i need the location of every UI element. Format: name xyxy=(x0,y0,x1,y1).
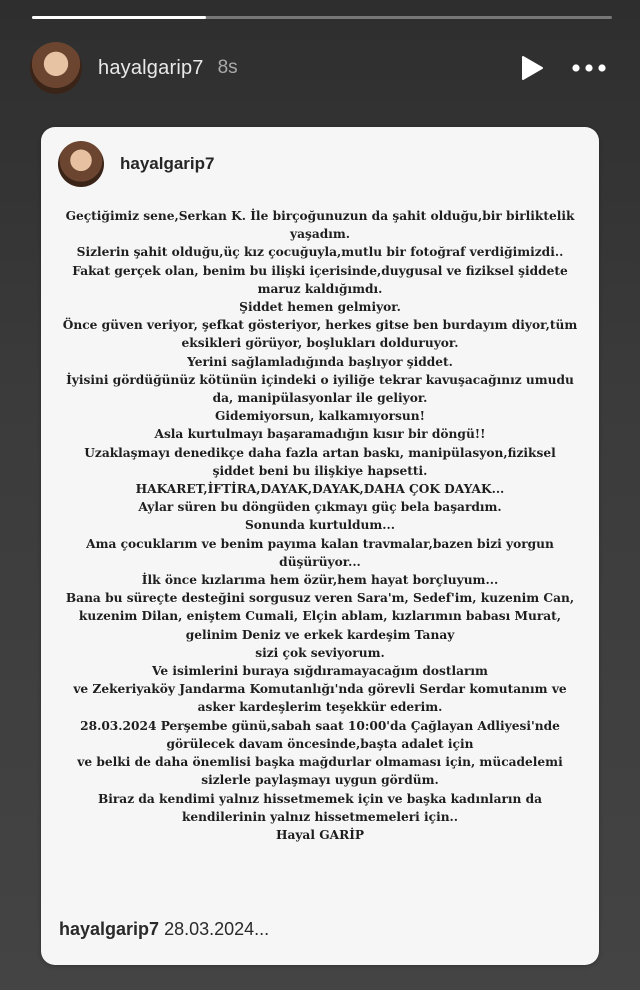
story-progress-fill xyxy=(32,16,206,19)
statement-line: Ve isimlerini buraya sığdıramayacağım dostlarım xyxy=(152,664,488,679)
statement-line: Bana bu süreçte desteğini sorgusuz veren Sara'm, Sedef'im, kuzenim Can, xyxy=(65,591,575,606)
statement-line: Uzaklaşmayı denedikçe daha fazla artan baskı, manipülasyon,fiziksel xyxy=(84,445,556,460)
post-caption xyxy=(59,919,269,940)
statement-line: Geçtiğimiz sene,Serkan K. İle birçoğunuzun da şahit olduğu,bir birliktelik xyxy=(65,209,575,223)
statement-line: İlk önce kızlarıma hem özür,hem hayat borçluyum... xyxy=(141,573,499,588)
post-header xyxy=(58,141,215,187)
statement-line: da, manipülasyonlar ile geliyor. xyxy=(212,391,428,406)
story-progress-bar xyxy=(32,16,612,19)
statement-line: düşürüyor... xyxy=(279,554,361,569)
statement-line: İyisini gördüğünüz kötünün içindeki o iyiliğe tekrar kavuşacağınız umudu xyxy=(66,372,574,387)
statement-line: 28.03.2024 Perşembe günü,sabah saat 10:00'da Çağlayan Adliyesi'nde xyxy=(80,718,560,733)
statement-line: gelinim Deniz ve erkek kardeşim Tanay xyxy=(185,627,455,642)
play-icon[interactable] xyxy=(520,55,544,81)
post-avatar[interactable] xyxy=(58,141,104,187)
statement-line: Sizlerin şahit olduğu,üç kız çocuğuyla,mutlu bir fotoğraf verdiğimizdi.. xyxy=(76,245,564,260)
statement-line: görülecek davam öncesinde,başta adalet için xyxy=(166,736,474,751)
post-statement-text xyxy=(51,207,589,844)
avatar[interactable] xyxy=(30,42,82,94)
caption-username[interactable]: hayalgarip7 xyxy=(59,919,160,939)
statement-line: ve belki de daha önemlisi başka mağdurlar olmaması için, mücadelemi xyxy=(77,755,563,770)
statement-line: ve Zekeriyaköy Jandarma Komutanlığı'nda görevli Serdar komutanım ve xyxy=(73,682,567,697)
statement-line: Fakat gerçek olan, benim bu ilişki içerisinde,duygusal ve fiziksel şiddete xyxy=(72,263,568,278)
statement-line: eksikleri görüyor, boşlukları dolduruyor. xyxy=(181,336,459,351)
statement-line: sizlerle paylaşmayı uygun gördüm. xyxy=(201,773,439,788)
more-icon[interactable] xyxy=(572,64,606,72)
statement-line: Şiddet hemen gelmiyor. xyxy=(239,300,401,315)
post-username[interactable]: hayalgarip7 xyxy=(120,154,215,173)
statement-line: HAKARET,İFTİRA,DAYAK,DAYAK,DAHA ÇOK DAYAK... xyxy=(135,482,505,497)
statement-line: kuzenim Dilan, eniştem Cumali, Elçin ablam, kızlarımın babası Murat, xyxy=(78,609,562,624)
statement-line: asker kardeşlerim teşekkür ederim. xyxy=(197,700,443,715)
statement-line: kendilerinin yalnız hissetmemeleri için.. xyxy=(181,809,459,824)
statement-line: Gidemiyorsun, kalkamıyorsun! xyxy=(215,409,425,424)
statement-line: Yerini sağlamladığında başlıyor şiddet. xyxy=(187,354,453,369)
statement-line: Sonunda kurtuldum... xyxy=(244,518,396,533)
statement-line: yaşadım. xyxy=(289,227,351,242)
statement-line: maruz kaldığımdı. xyxy=(257,281,383,296)
statement-line: Önce güven veriyor, şefkat gösteriyor, herkes gitse ben burdayım diyor,tüm xyxy=(62,318,578,333)
caption-text: 28.03.2024... xyxy=(164,919,270,939)
statement-line: sizi çok seviyorum. xyxy=(255,645,385,660)
story-username[interactable]: hayalgarip7 xyxy=(98,56,204,79)
statement-line: şiddet beni bu ilişkiye hapsetti. xyxy=(212,463,428,478)
story-actions xyxy=(520,55,610,81)
story-header xyxy=(30,40,610,96)
shared-post-card[interactable] xyxy=(41,127,599,965)
statement-line: Aylar süren bu döngüden çıkmayı güç bela başardım. xyxy=(138,500,502,515)
statement-line: Asla kurtulmayı başaramadığın kısır bir döngü!! xyxy=(154,427,486,442)
statement-line: Biraz da kendimi yalnız hissetmemek için ve başka kadınların da xyxy=(97,791,543,806)
statement-line: Ama çocuklarım ve benim payıma kalan travmalar,bazen bizi yorgun xyxy=(86,536,554,551)
story-timestamp: 8s xyxy=(217,57,238,78)
statement-line: Hayal GARİP xyxy=(275,827,365,842)
